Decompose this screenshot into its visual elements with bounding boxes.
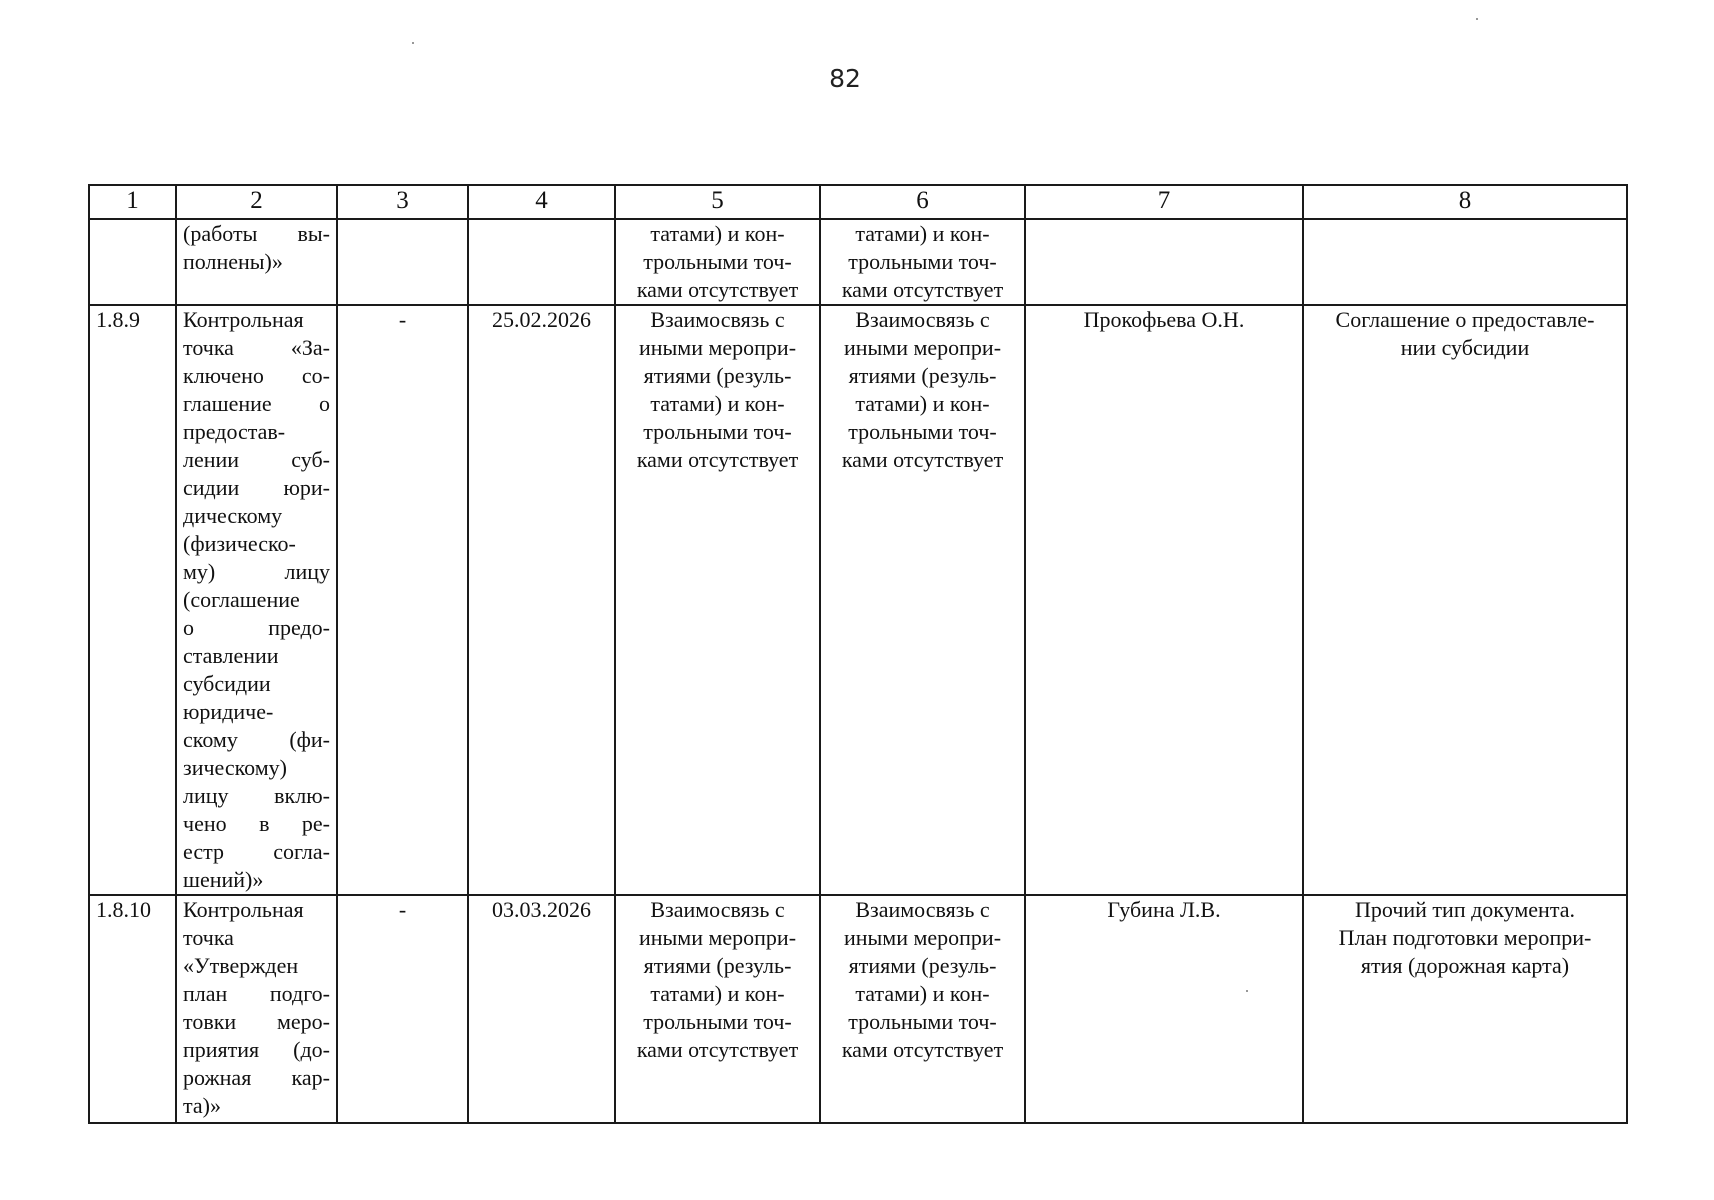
row-col3-cell: - <box>337 305 468 895</box>
row-col5-cell <box>615 219 820 305</box>
cell-text-line: Взаимосвязь с <box>855 307 990 332</box>
cell-text-line: «Утвержден <box>183 953 299 978</box>
row-col3-cell <box>337 219 468 305</box>
cell-text-line: скому (фи- <box>183 727 330 752</box>
header-col-1: 1 <box>89 185 176 219</box>
cell-text-line: приятия (до- <box>183 1037 330 1062</box>
row-document-cell <box>1303 895 1627 1123</box>
cell-text-line: иными меропри- <box>843 335 1002 360</box>
header-col-5: 5 <box>615 185 820 219</box>
cell-text-line: план подго- <box>183 981 330 1006</box>
row-responsible-cell <box>1025 219 1303 305</box>
cell-text-line: ятиями (резуль- <box>643 363 792 388</box>
table-row <box>89 895 1627 1123</box>
row-date-cell <box>468 219 615 305</box>
page-number: 82 <box>829 64 861 93</box>
cell-text-line: Взаимосвязь с <box>855 897 990 922</box>
cell-text-line: Контрольная <box>183 897 304 922</box>
row-number-cell: 1.8.10 <box>89 895 176 1123</box>
row-date-cell: 25.02.2026 <box>468 305 615 895</box>
row-document-cell <box>1303 219 1627 305</box>
cell-text-line: ятиями (резуль- <box>848 953 997 978</box>
header-col-2: 2 <box>176 185 337 219</box>
cell-text-line: трольными точ- <box>848 249 997 274</box>
row-col6-cell <box>820 305 1025 895</box>
row-col5-cell <box>615 895 820 1123</box>
cell-text-line: чено в ре- <box>183 811 330 836</box>
row-document-cell <box>1303 305 1627 895</box>
cell-text-line: точка «За- <box>183 335 330 360</box>
cell-text-line: сидии юри- <box>183 475 330 500</box>
cell-text-line: рожная кар- <box>183 1065 330 1090</box>
cell-text-line: трольными точ- <box>643 249 792 274</box>
cell-text-line: нии субсидии <box>1400 335 1530 360</box>
scan-speck <box>1246 990 1248 992</box>
cell-text-line: План подготовки меропри- <box>1338 925 1592 950</box>
row-name-cell <box>176 219 337 305</box>
cell-text-line: юридиче- <box>183 699 274 724</box>
scan-speck <box>412 42 414 44</box>
cell-text-line: предостав- <box>183 419 286 444</box>
header-col-8: 8 <box>1303 185 1627 219</box>
cell-text-line: лении суб- <box>183 447 330 472</box>
cell-text-line: татами) и кон- <box>855 981 990 1006</box>
cell-text-line: трольными точ- <box>848 419 997 444</box>
cell-text-line: иными меропри- <box>843 925 1002 950</box>
cell-text-line: татами) и кон- <box>855 221 990 246</box>
cell-text-line: зическому) <box>183 755 288 780</box>
cell-text-line: татами) и кон- <box>855 391 990 416</box>
cell-text-line: ключено со- <box>183 363 330 388</box>
cell-text-line: шений)» <box>183 867 264 892</box>
row-responsible-cell: Прокофьева О.Н. <box>1025 305 1303 895</box>
row-name-cell <box>176 895 337 1123</box>
cell-text-line: глашение о <box>183 391 330 416</box>
cell-text-line: трольными точ- <box>643 419 792 444</box>
row-number-cell <box>89 219 176 305</box>
cell-text-line: ками отсутствует <box>636 1037 799 1062</box>
cell-text-line: ками отсутствует <box>841 277 1004 302</box>
table-row <box>89 219 1627 305</box>
header-col-3: 3 <box>337 185 468 219</box>
scan-speck <box>1476 18 1478 20</box>
cell-text-line: ятиями (резуль- <box>643 953 792 978</box>
header-col-4: 4 <box>468 185 615 219</box>
cell-text-line: Соглашение о предоставле- <box>1335 307 1595 332</box>
cell-text-line: дическому <box>183 503 283 528</box>
cell-text-line: трольными точ- <box>848 1009 997 1034</box>
cell-text-line: о предо- <box>183 615 330 640</box>
cell-text-line: ками отсутствует <box>841 447 1004 472</box>
cell-text-line: естр согла- <box>183 839 330 864</box>
cell-text-line: (соглашение <box>183 587 300 612</box>
header-col-6: 6 <box>820 185 1025 219</box>
cell-text-line: му) лицу <box>183 559 330 584</box>
cell-text-line: татами) и кон- <box>650 221 785 246</box>
cell-text-line: Взаимосвязь с <box>650 307 785 332</box>
row-col6-cell <box>820 895 1025 1123</box>
cell-text-line: (работы вы- <box>183 221 330 246</box>
cell-text-line: (физическо- <box>183 531 296 556</box>
cell-text-line: полнены)» <box>183 249 283 274</box>
cell-text-line: товки меро- <box>183 1009 330 1034</box>
cell-text-line: иными меропри- <box>638 925 797 950</box>
control-points-table <box>88 184 1628 1124</box>
cell-text-line: ятия (дорожная карта) <box>1360 953 1570 978</box>
cell-text-line: лицу вклю- <box>183 783 330 808</box>
row-date-cell: 03.03.2026 <box>468 895 615 1123</box>
header-row <box>89 185 1627 219</box>
cell-text-line: та)» <box>183 1093 221 1118</box>
row-responsible-cell: Губина Л.В. <box>1025 895 1303 1123</box>
row-name-cell <box>176 305 337 895</box>
cell-text-line: татами) и кон- <box>650 981 785 1006</box>
cell-text-line: татами) и кон- <box>650 391 785 416</box>
cell-text-line: субсидии <box>183 671 271 696</box>
row-col6-cell <box>820 219 1025 305</box>
cell-text-line: ставлении <box>183 643 279 668</box>
cell-text-line: Прочий тип документа. <box>1355 897 1575 922</box>
cell-text-line: ками отсутствует <box>636 447 799 472</box>
cell-text-line: точка <box>183 925 234 950</box>
row-number-cell: 1.8.9 <box>89 305 176 895</box>
cell-text-line: Контрольная <box>183 307 304 332</box>
cell-text-line: иными меропри- <box>638 335 797 360</box>
cell-text-line: трольными точ- <box>643 1009 792 1034</box>
header-col-7: 7 <box>1025 185 1303 219</box>
cell-text-line: Взаимосвязь с <box>650 897 785 922</box>
row-col3-cell: - <box>337 895 468 1123</box>
cell-text-line: ятиями (резуль- <box>848 363 997 388</box>
table-row <box>89 305 1627 895</box>
cell-text-line: ками отсутствует <box>841 1037 1004 1062</box>
row-col5-cell <box>615 305 820 895</box>
cell-text-line: ками отсутствует <box>636 277 799 302</box>
